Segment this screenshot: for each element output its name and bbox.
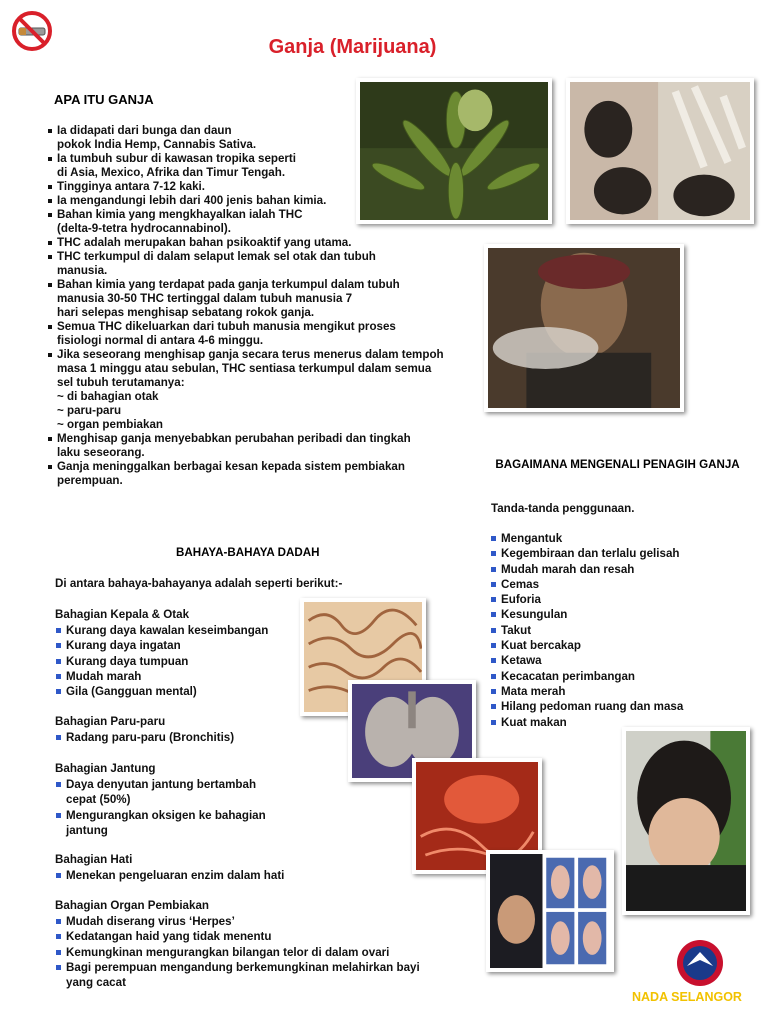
page-title: Ganja (Marijuana) — [268, 36, 437, 58]
sign-item: Kesungulan — [490, 607, 750, 622]
group-jantung — [55, 762, 315, 838]
danger-item: Kurang daya ingatan — [55, 638, 315, 653]
sign-item: Mengantuk — [490, 531, 750, 546]
mengenali-list — [490, 531, 750, 730]
group-title: Bahagian Kepala & Otak — [55, 608, 190, 621]
sign-item: Mudah marah dan resah — [490, 562, 750, 577]
group-title: Bahagian Jantung — [55, 762, 156, 775]
sign-item: Hilang pedoman ruang dan masa — [490, 699, 750, 714]
apa-itu-item: ~ di bahagian otak — [57, 390, 159, 403]
mengenali-heading: BAGAIMANA MENGENALI PENAGIH GANJA — [495, 458, 740, 471]
apa-itu-item: THC terkumpul di dalam selaput lemak sel otak dan tubuh — [47, 250, 487, 264]
apa-itu-item: Bahan kimia yang terdapat pada ganja terkumpul dalam tubuh — [47, 278, 487, 292]
apa-itu-item: Ia tumbuh subur di kawasan tropika seperti — [47, 152, 487, 166]
dried-ganja-photo — [566, 78, 754, 224]
group-title: Bahagian Hati — [55, 853, 133, 866]
sign-item: Kecacatan perimbangan — [490, 669, 750, 684]
danger-item: Kurang daya kawalan keseimbangan — [55, 623, 315, 638]
group-list — [55, 914, 465, 990]
sign-item: Kegembiraan dan terlalu gelisah — [490, 546, 750, 561]
apa-itu-item: ~ paru-paru — [57, 404, 122, 417]
sign-item: Ketawa — [490, 653, 750, 668]
danger-item: Bagi perempuan mengandung berkemungkinan melahirkan bayi yang cacat — [55, 960, 465, 991]
apa-itu-item: ~ organ pembiakan — [57, 418, 163, 431]
sign-item: Euforia — [490, 592, 750, 607]
apa-itu-item: manusia. — [57, 264, 108, 277]
danger-item: Kemungkinan mengurangkan bilangan telor di dalam ovari — [55, 945, 465, 960]
apa-itu-item: (delta-9-tetra hydrocannabinol). — [57, 222, 231, 235]
apa-itu-item: Ganja meninggalkan berbagai kesan kepada sistem pembiakan — [47, 460, 487, 474]
group-hati — [55, 853, 355, 883]
sign-item: Cemas — [490, 577, 750, 592]
apa-itu-item: fisiologi normal di antara 4-6 minggu. — [57, 334, 264, 347]
danger-item: Mudah marah — [55, 669, 315, 684]
danger-item: Kurang daya tumpuan — [55, 654, 315, 669]
sign-item: Takut — [490, 623, 750, 638]
apa-itu-item: hari selepas menghisap sebatang rokok ganja. — [57, 306, 315, 319]
danger-item: Menekan pengeluaran enzim dalam hati — [55, 868, 355, 883]
danger-item: Mudah diserang virus ‘Herpes’ — [55, 914, 465, 929]
sign-item: Kuat makan — [490, 715, 750, 730]
apa-itu-item: laku seseorang. — [57, 446, 145, 459]
danger-item: Mengurangkan oksigen ke bahagian jantung — [55, 808, 315, 839]
apa-itu-item: Ia mengandungi lebih dari 400 jenis bahan kimia. — [47, 194, 487, 208]
apa-itu-item: manusia 30-50 THC tertinggal dalam tubuh manusia 7 — [57, 292, 353, 305]
bahaya-heading: BAHAYA-BAHAYA DADAH — [176, 546, 320, 559]
danger-item: Daya denyutan jantung bertambah cepat (50%) — [55, 777, 315, 808]
apa-itu-item: perempuan. — [57, 474, 123, 487]
apa-itu-item: Ia didapati dari bunga dan daun — [47, 124, 487, 138]
apa-itu-item: Menghisap ganja menyebabkan perubahan peribadi dan tingkah — [47, 432, 487, 446]
footer-label: NADA SELANGOR — [632, 990, 742, 1004]
apa-itu-item: di Asia, Mexico, Afrika dan Timur Tengah. — [57, 166, 286, 179]
group-list — [55, 730, 315, 745]
apa-itu-item: pokok India Hemp, Cannabis Sativa. — [57, 138, 257, 151]
smoking-man-photo — [484, 244, 684, 412]
group-list — [55, 868, 355, 883]
mengenali-intro: Tanda-tanda penggunaan. — [491, 502, 635, 515]
birth-defects-photo — [486, 850, 614, 972]
nada-logo-icon — [675, 938, 725, 988]
group-kepala — [55, 608, 315, 699]
sign-item: Kuat bercakap — [490, 638, 750, 653]
danger-item: Kedatangan haid yang tidak menentu — [55, 929, 465, 944]
apa-itu-heading: APA ITU GANJA — [54, 92, 154, 107]
distressed-person-photo — [622, 727, 750, 915]
sign-item: Mata merah — [490, 684, 750, 699]
group-list — [55, 623, 315, 699]
group-title: Bahagian Organ Pembiakan — [55, 899, 209, 912]
danger-item: Radang paru-paru (Bronchitis) — [55, 730, 315, 745]
apa-itu-item: Semua THC dikeluarkan dari tubuh manusia mengikut proses — [47, 320, 487, 334]
group-paru — [55, 715, 315, 745]
apa-itu-item: Jika seseorang menghisap ganja secara terus menerus dalam tempoh — [47, 348, 487, 362]
apa-itu-item: Bahan kimia yang mengkhayalkan ialah THC — [47, 208, 487, 222]
apa-itu-item: sel tubuh terutamanya: — [57, 376, 185, 389]
bahaya-intro: Di antara bahaya-bahayanya adalah seperti berikut:- — [55, 577, 343, 590]
group-organ — [55, 899, 465, 990]
cannabis-plant-photo — [356, 78, 552, 224]
apa-itu-item: THC adalah merupakan bahan psikoaktif yang utama. — [47, 236, 487, 250]
apa-itu-item: Tingginya antara 7-12 kaki. — [47, 180, 487, 194]
group-title: Bahagian Paru-paru — [55, 715, 166, 728]
group-list — [55, 777, 315, 838]
danger-item: Gila (Gangguan mental) — [55, 684, 315, 699]
apa-itu-item: masa 1 minggu atau sebulan, THC sentiasa terkumpul dalam semua — [57, 362, 432, 375]
